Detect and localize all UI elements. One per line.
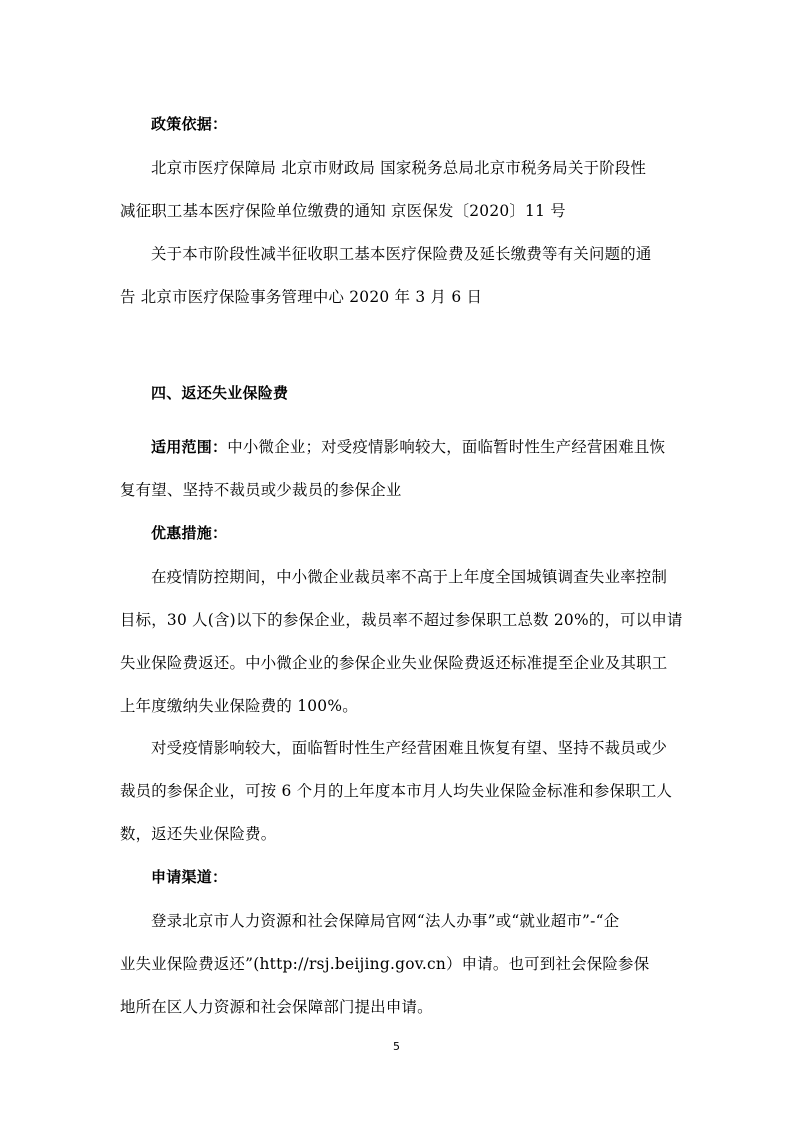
section-title: 四、返还失业保险费 (151, 384, 289, 402)
measures-label: 优惠措施： (151, 524, 228, 542)
policy-ref-2-line-2: 告 北京市医疗保险事务管理中心 2020 年 3 月 6 日 (120, 288, 483, 306)
policy-ref-1-line-2: 减征职工基本医疗保险单位缴费的通知 京医保发〔2020〕11 号 (120, 202, 566, 220)
channel-line-1: 登录北京市人力资源和社会保障局官网“法人办事”或“就业超市”-“企 (151, 912, 620, 930)
measures-p1-line-1: 在疫情防控期间，中小微企业裁员率不高于上年度全国城镇调查失业率控制 (151, 568, 668, 586)
policy-ref-1-line-1: 北京市医疗保障局 北京市财政局 国家税务总局北京市税务局关于阶段性 (151, 159, 647, 177)
measures-p1-line-3: 失业保险费返还。中小微企业的参保企业失业保险费返还标准提至企业及其职工 (120, 654, 668, 672)
channel-line-2: 业失业保险费返还”(http://rsj.beijing.gov.cn）申请。也可到社会保险参保 (120, 955, 650, 973)
policy-basis-heading: 政策依据： (151, 115, 228, 133)
measures-p1-line-4: 上年度缴纳失业保险费的 100%。 (120, 697, 358, 715)
scope-paragraph-line-2: 复有望、坚持不裁员或少裁员的参保企业 (120, 481, 402, 499)
policy-ref-2-line-1: 关于本市阶段性减半征收职工基本医疗保险费及延长缴费等有关问题的通 (151, 245, 652, 263)
measures-p1-line-2: 目标，30 人(含)以下的参保企业，裁员率不超过参保职工总数 20%的，可以申请 (120, 611, 683, 629)
channel-line-3: 地所在区人力资源和社会保障部门提出申请。 (120, 998, 433, 1016)
scope-paragraph-line-1 (151, 436, 681, 458)
scope-text: 中小微企业；对受疫情影响较大，面临暂时性生产经营困难且恢 (227, 438, 666, 456)
page-number: 5 (393, 1040, 400, 1053)
measures-p2-line-3: 数，返还失业保险费。 (120, 825, 277, 843)
measures-p2-line-2: 裁员的参保企业，可按 6 个月的上年度本市月人均失业保险金标准和参保职工人 (120, 782, 673, 800)
scope-label: 适用范围： (151, 438, 228, 456)
measures-p2-line-1: 对受疫情影响较大，面临暂时性生产经营困难且恢复有望、坚持不裁员或少 (151, 739, 668, 757)
channel-label: 申请渠道： (151, 868, 228, 886)
